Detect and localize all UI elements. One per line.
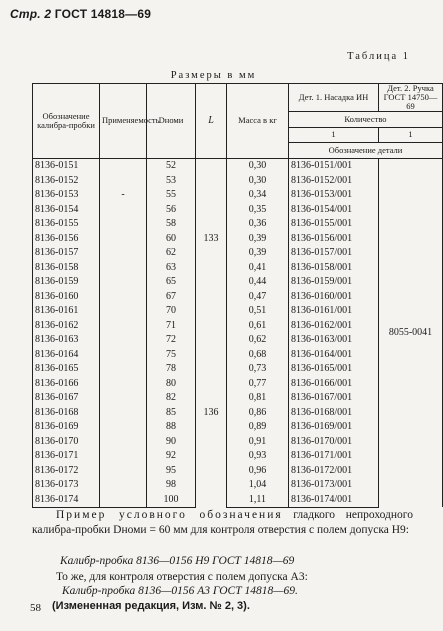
standard-designation: ГОСТ 14818—69 xyxy=(54,7,152,21)
cell-code: 8136-0172 xyxy=(33,463,100,478)
cell-code: 8136-0154 xyxy=(33,202,100,217)
col-header-part1: Дет. 1. Насадка ИН xyxy=(289,84,379,112)
cell-code: 8136-0157 xyxy=(33,246,100,261)
cell-part-designation: 8136-0169/001 xyxy=(289,420,379,435)
cell-part-designation: 8136-0171/001 xyxy=(289,449,379,464)
cell-application xyxy=(100,231,147,246)
cell-application xyxy=(100,202,147,217)
cell-d-nom: 65 xyxy=(147,275,196,290)
cell-part-designation: 8136-0153/001 xyxy=(289,188,379,203)
col-header-part-designation: Обозначение детали xyxy=(289,143,443,159)
cell-application xyxy=(100,246,147,261)
cell-part-designation: 8136-0173/001 xyxy=(289,478,379,493)
cell-part-designation: 8136-0161/001 xyxy=(289,304,379,319)
cell-part-designation: 8136-0167/001 xyxy=(289,391,379,406)
col-header-application: Применяемость xyxy=(100,84,147,159)
cell-handle-designation: 8055-0041 xyxy=(379,158,443,507)
cell-part-designation: 8136-0158/001 xyxy=(289,260,379,275)
cell-mass: 0,81 xyxy=(227,391,289,406)
note-p1-lead: Пример условного обозначения xyxy=(56,509,283,521)
cell-part-designation: 8136-0157/001 xyxy=(289,246,379,261)
cell-mass: 0,51 xyxy=(227,304,289,319)
cell-d-nom: 52 xyxy=(147,158,196,173)
note-paragraph-2: То же, для контроля отверстия с полем допуска A3: xyxy=(56,571,308,583)
cell-mass: 0,89 xyxy=(227,420,289,435)
cell-code: 8136-0164 xyxy=(33,347,100,362)
col-header-d-nom: Dноми xyxy=(147,84,196,159)
cell-d-nom: 63 xyxy=(147,260,196,275)
cell-code: 8136-0159 xyxy=(33,275,100,290)
cell-part-designation: 8136-0160/001 xyxy=(289,289,379,304)
col-header-qty1: 1 xyxy=(289,127,379,143)
cell-code: 8136-0169 xyxy=(33,420,100,435)
col-header-L: L xyxy=(196,84,227,159)
cell-d-nom: 60 xyxy=(147,231,196,246)
cell-d-nom: 55 xyxy=(147,188,196,203)
cell-mass: 0,68 xyxy=(227,347,289,362)
cell-part-designation: 8136-0162/001 xyxy=(289,318,379,333)
cell-d-nom: 56 xyxy=(147,202,196,217)
cell-code: 8136-0173 xyxy=(33,478,100,493)
cell-mass: 0,62 xyxy=(227,333,289,348)
cell-L: 133 xyxy=(196,158,227,318)
cell-part-designation: 8136-0154/001 xyxy=(289,202,379,217)
cell-application xyxy=(100,492,147,507)
cell-code: 8136-0163 xyxy=(33,333,100,348)
cell-part-designation: 8136-0159/001 xyxy=(289,275,379,290)
col-header-qty2: 1 xyxy=(379,127,443,143)
cell-application xyxy=(100,158,147,173)
cell-application: - xyxy=(100,188,147,203)
cell-mass: 0,61 xyxy=(227,318,289,333)
cell-application xyxy=(100,449,147,464)
col-header-code: Обозначение калибра-пробки xyxy=(33,84,100,159)
cell-mass: 0,91 xyxy=(227,434,289,449)
cell-part-designation: 8136-0152/001 xyxy=(289,173,379,188)
cell-part-designation: 8136-0172/001 xyxy=(289,463,379,478)
cell-application xyxy=(100,478,147,493)
cell-mass: 0,86 xyxy=(227,405,289,420)
cell-application xyxy=(100,434,147,449)
note-example-2: Калибр-пробка 8136—0156 A3 ГОСТ 14818—69. xyxy=(62,585,298,597)
cell-code: 8136-0165 xyxy=(33,362,100,377)
cell-d-nom: 88 xyxy=(147,420,196,435)
cell-application xyxy=(100,405,147,420)
cell-d-nom: 98 xyxy=(147,478,196,493)
cell-part-designation: 8136-0151/001 xyxy=(289,158,379,173)
cell-mass: 1,11 xyxy=(227,492,289,507)
cell-mass: 0,36 xyxy=(227,217,289,232)
cell-code: 8136-0155 xyxy=(33,217,100,232)
page-label: Стр. 2 xyxy=(10,7,52,21)
cell-d-nom: 58 xyxy=(147,217,196,232)
cell-mass: 0,96 xyxy=(227,463,289,478)
cell-mass: 0,35 xyxy=(227,202,289,217)
cell-mass: 1,04 xyxy=(227,478,289,493)
cell-application xyxy=(100,420,147,435)
cell-part-designation: 8136-0163/001 xyxy=(289,333,379,348)
cell-part-designation: 8136-0166/001 xyxy=(289,376,379,391)
cell-application xyxy=(100,318,147,333)
cell-mass: 0,47 xyxy=(227,289,289,304)
cell-application xyxy=(100,391,147,406)
cell-part-designation: 8136-0165/001 xyxy=(289,362,379,377)
table-body xyxy=(33,158,443,507)
cell-code: 8136-0171 xyxy=(33,449,100,464)
cell-d-nom: 72 xyxy=(147,333,196,348)
table-subtitle: Размеры в мм xyxy=(170,70,257,81)
cell-code: 8136-0156 xyxy=(33,231,100,246)
note-p1-rest: гладкого непроходного калибра-пробки Dноми = 60 мм для контроля отверстия с полем допуска H9: xyxy=(32,509,413,536)
cell-d-nom: 75 xyxy=(147,347,196,362)
cell-application xyxy=(100,463,147,478)
cell-code: 8136-0162 xyxy=(33,318,100,333)
col-header-quantity: Количество xyxy=(289,112,443,128)
page-number: 58 xyxy=(30,602,41,614)
cell-mass: 0,30 xyxy=(227,173,289,188)
cell-code: 8136-0170 xyxy=(33,434,100,449)
cell-mass: 0,39 xyxy=(227,246,289,261)
cell-d-nom: 100 xyxy=(147,492,196,507)
cell-application xyxy=(100,289,147,304)
cell-d-nom: 71 xyxy=(147,318,196,333)
cell-d-nom: 70 xyxy=(147,304,196,319)
cell-mass: 0,93 xyxy=(227,449,289,464)
cell-application xyxy=(100,362,147,377)
cell-d-nom: 82 xyxy=(147,391,196,406)
col-header-mass: Масса в кг xyxy=(227,84,289,159)
cell-code: 8136-0152 xyxy=(33,173,100,188)
cell-code: 8136-0161 xyxy=(33,304,100,319)
cell-part-designation: 8136-0155/001 xyxy=(289,217,379,232)
cell-mass: 0,77 xyxy=(227,376,289,391)
cell-application xyxy=(100,333,147,348)
cell-L: 136 xyxy=(196,318,227,507)
cell-mass: 0,30 xyxy=(227,158,289,173)
cell-part-designation: 8136-0156/001 xyxy=(289,231,379,246)
cell-application xyxy=(100,376,147,391)
cell-application xyxy=(100,347,147,362)
cell-application xyxy=(100,275,147,290)
cell-part-designation: 8136-0164/001 xyxy=(289,347,379,362)
amendment-note: (Измененная редакция, Изм. № 2, 3). xyxy=(52,600,250,612)
cell-code: 8136-0167 xyxy=(33,391,100,406)
cell-part-designation: 8136-0168/001 xyxy=(289,405,379,420)
table-label: Таблица 1 xyxy=(347,51,410,62)
cell-d-nom: 80 xyxy=(147,376,196,391)
page-header xyxy=(10,7,151,21)
cell-application xyxy=(100,304,147,319)
cell-mass: 0,41 xyxy=(227,260,289,275)
cell-application xyxy=(100,173,147,188)
cell-code: 8136-0166 xyxy=(33,376,100,391)
cell-d-nom: 62 xyxy=(147,246,196,261)
cell-d-nom: 92 xyxy=(147,449,196,464)
cell-code: 8136-0160 xyxy=(33,289,100,304)
cell-d-nom: 90 xyxy=(147,434,196,449)
col-header-part2: Дет. 2. Ручка ГОСТ 14750—69 xyxy=(379,84,443,112)
cell-code: 8136-0174 xyxy=(33,492,100,507)
cell-mass: 0,73 xyxy=(227,362,289,377)
cell-d-nom: 95 xyxy=(147,463,196,478)
note-paragraph-1 xyxy=(32,508,413,538)
cell-d-nom: 53 xyxy=(147,173,196,188)
cell-d-nom: 85 xyxy=(147,405,196,420)
cell-code: 8136-0158 xyxy=(33,260,100,275)
cell-mass: 0,34 xyxy=(227,188,289,203)
dimensions-table xyxy=(32,83,443,508)
table-row xyxy=(33,158,443,173)
cell-part-designation: 8136-0174/001 xyxy=(289,492,379,507)
cell-code: 8136-0168 xyxy=(33,405,100,420)
cell-code: 8136-0153 xyxy=(33,188,100,203)
cell-application xyxy=(100,260,147,275)
cell-code: 8136-0151 xyxy=(33,158,100,173)
cell-d-nom: 67 xyxy=(147,289,196,304)
cell-application xyxy=(100,217,147,232)
cell-part-designation: 8136-0170/001 xyxy=(289,434,379,449)
note-example-1: Калибр-пробка 8136—0156 H9 ГОСТ 14818—69 xyxy=(60,555,295,567)
cell-mass: 0,39 xyxy=(227,231,289,246)
cell-d-nom: 78 xyxy=(147,362,196,377)
cell-mass: 0,44 xyxy=(227,275,289,290)
